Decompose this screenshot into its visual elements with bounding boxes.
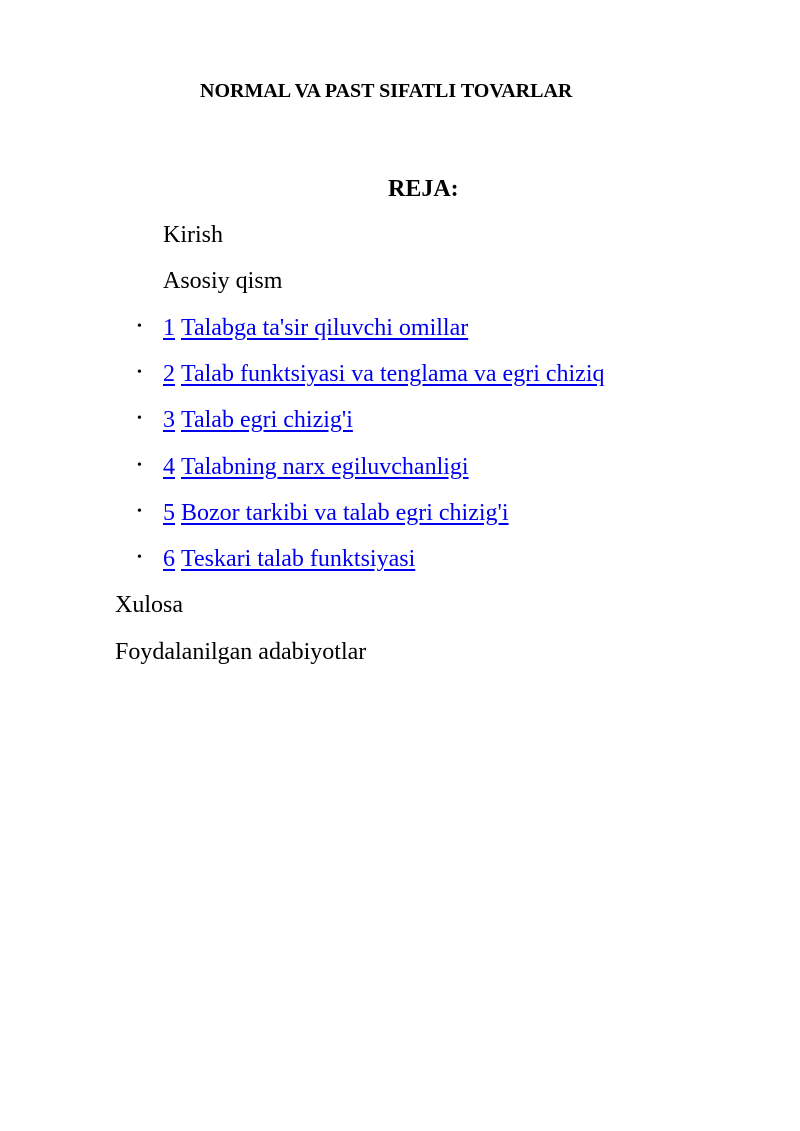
bullet-icon: • <box>137 365 142 381</box>
toc-item-number-link[interactable]: 6 <box>163 546 175 572</box>
toc-item <box>137 498 509 529</box>
bullet-icon: • <box>137 319 142 335</box>
toc-item <box>137 452 469 483</box>
toc-item <box>137 405 353 436</box>
bullet-icon: • <box>137 504 142 520</box>
toc-item-title-link[interactable]: Talab egri chizig'i <box>181 407 353 433</box>
toc-item-title-link[interactable]: Talabning narx egiluvchanligi <box>181 454 469 480</box>
conclusion-label: Xulosa <box>115 592 183 618</box>
intro-label: Kirish <box>163 222 223 248</box>
toc-item-title-link[interactable]: Bozor tarkibi va talab egri chizig'i <box>181 500 509 526</box>
toc-item-number-link[interactable]: 1 <box>163 315 175 341</box>
toc-item <box>137 359 605 390</box>
bullet-icon: • <box>137 458 142 474</box>
plan-heading: REJA: <box>388 176 459 202</box>
toc-item-number-link[interactable]: 4 <box>163 454 175 480</box>
toc-item-number-link[interactable]: 3 <box>163 407 175 433</box>
bullet-icon: • <box>137 550 142 566</box>
document-title: NORMAL VA PAST SIFATLI TOVARLAR <box>200 80 573 102</box>
toc-item <box>137 313 468 344</box>
toc-item-number-link[interactable]: 2 <box>163 361 175 387</box>
bullet-icon: • <box>137 411 142 427</box>
toc-item <box>137 544 415 575</box>
toc-item-number-link[interactable]: 5 <box>163 500 175 526</box>
toc-item-title-link[interactable]: Teskari talab funktsiyasi <box>181 546 416 572</box>
toc-item-title-link[interactable]: Talabga ta'sir qiluvchi omillar <box>181 315 469 341</box>
references-label: Foydalanilgan adabiyotlar <box>115 639 367 665</box>
toc-item-title-link[interactable]: Talab funktsiyasi va tenglama va egri chiziq <box>181 361 605 387</box>
main-part-label: Asosiy qism <box>163 268 283 294</box>
